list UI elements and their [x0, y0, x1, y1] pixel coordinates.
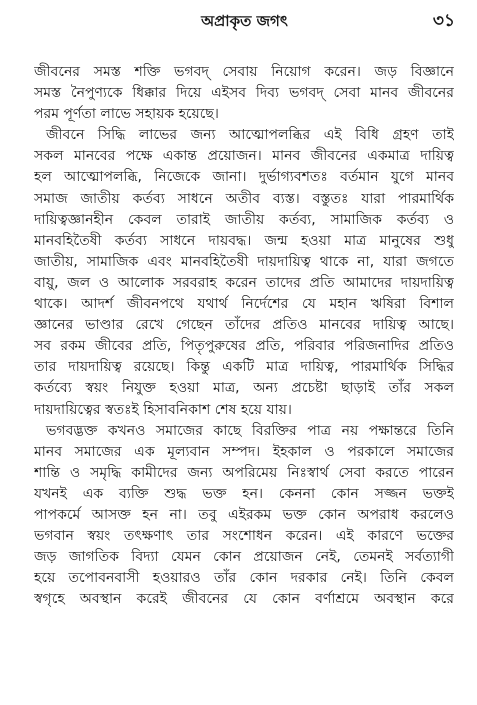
text-line: সকল মানবের পক্ষে একান্ত প্রয়োজন। মানব জীবনের একমাত্র দায়িত্ব — [34, 148, 454, 165]
text-line: স্বগৃহে অবস্থান করেই জীবনের যে কোন বর্ণাশ্রমে অবস্থান করে — [34, 591, 454, 608]
paragraph — [34, 125, 454, 420]
page-header — [34, 6, 455, 36]
text-line: সমস্ত নৈপুণ্যকে ধিক্কার দিয়ে এইসব দিব্য ভগবদ্ সেবা মানব জীবনের — [34, 85, 454, 102]
text-line: ভগবান স্বয়ং তৎক্ষণাৎ তার সংশোধন করেন। এই কারণে ভক্তের — [34, 528, 454, 545]
text-line: হল আত্মোপলব্ধি, নিজেকে জানা। দুর্ভাগ্যবশতঃ বর্তমান যুগে মানব — [34, 169, 454, 186]
text-line: সমাজ জাতীয় কর্তব্য সাধনে অতীব ব্যস্ত। বস্তুতঃ যারা পারমার্থিক — [34, 190, 454, 207]
text-line: পরম পূর্ণতা লাভে সহায়ক হয়েছে। — [34, 106, 219, 123]
text-line: জীবনের সমস্ত শক্তি ভগবদ্ সেবায় নিয়োগ করেন। জড় বিজ্ঞানে — [34, 64, 454, 80]
text-line: থাকে। আদর্শ জীবনপথে যথার্থ নির্দেশের যে মহান ঋষিরা বিশাল — [34, 296, 454, 313]
text-line: বায়ু, জল ও আলোক সরবরাহ করেন তাদের প্রতি আমাদের দায়দায়িত্ব — [34, 274, 454, 291]
text-line: জড় জাগতিক বিদ্যা যেমন কোন প্রয়োজন নেই, তেমনই সর্বত্যাগী — [34, 549, 454, 566]
text-line: জীবনে সিদ্ধি লাভের জন্য আত্মোপলব্ধির এই বিধি গ্রহণ তাই — [46, 127, 454, 144]
text-line: শান্তি ও সমৃদ্ধি কামীদের জন্য অপরিমেয় নিঃস্বার্থ সেবা করতে পারেন — [34, 464, 454, 481]
running-title: অপ্রাকৃত জগৎ — [201, 12, 288, 30]
text-line: দায়িত্বজ্ঞানহীন কেবল তারাই জাতীয় কর্তব্য, সামাজিক কর্তব্য ও — [34, 211, 454, 228]
text-line: জ্ঞানের ভাণ্ডার রেখে গেছেন তাঁদের প্রতিও মানবের দায়িত্ব আছে। — [34, 317, 454, 334]
text-line: ভগবদ্ভক্ত কখনও সমাজের কাছে বিরক্তির পাত্র নয় পক্ষান্তরে তিনি — [46, 422, 454, 439]
paragraph — [34, 421, 454, 611]
body-text — [34, 62, 454, 610]
text-line: তার দায়দায়িত্ব রয়েছে। কিন্তু একটি মাত্র দায়িত্ব, পারমার্থিক সিদ্ধির — [34, 359, 454, 376]
text-line: মানবহিতৈষী কর্তব্য সাধনে দায়বদ্ধ। জন্ম হওয়া মাত্র মানুষের শুধু — [34, 232, 454, 249]
text-line: জাতীয়, সামাজিক এবং মানবহিতৈষী দায়দায়িত্ব থাকে না, যারা জগতে — [34, 253, 454, 270]
text-line: কর্তব্যে স্বয়ং নিযুক্ত হওয়া মাত্র, অন্য প্রচেষ্টা ছাড়াই তাঁর সকল — [34, 380, 454, 397]
paragraph — [34, 62, 454, 125]
text-line: হয়ে তপোবনবাসী হওয়ারও তাঁর কোন দরকার নেই। তিনি কেবল — [34, 570, 454, 587]
text-line: মানব সমাজের এক মূল্যবান সম্পদ। ইহকাল ও পরকালে সমাজের — [34, 443, 454, 460]
text-line: দায়দায়িত্বের স্বতঃই হিসাবনিকাশ শেষ হয়ে যায়। — [34, 401, 292, 418]
text-line: পাপকর্মে আসক্ত হন না। তবু এইরকম ভক্ত কোন অপরাধ করলেও — [34, 506, 454, 523]
text-line: যখনই এক ব্যক্তি শুদ্ধ ভক্ত হন। কেননা কোন সজ্জন ভক্তই — [34, 485, 454, 502]
page-number: ৩১ — [432, 11, 455, 31]
text-line: সব রকম জীবের প্রতি, পিতৃপুরুষের প্রতি, পরিবার পরিজনাদির প্রতিও — [34, 338, 454, 355]
